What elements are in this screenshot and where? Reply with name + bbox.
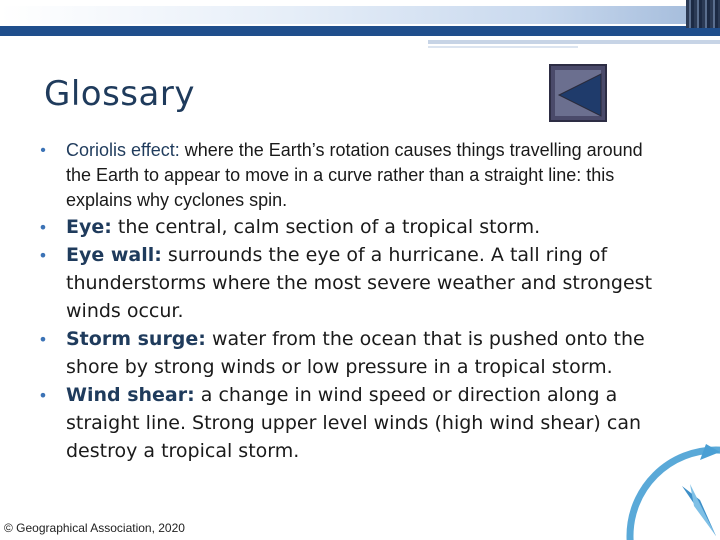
glossary-definition: the central, calm section of a tropical storm. xyxy=(111,216,541,238)
header-thin-line xyxy=(428,40,720,44)
bullet-icon: • xyxy=(38,246,48,265)
glossary-term: Coriolis effect: xyxy=(66,140,180,160)
copyright-text: © Geographical Association, 2020 xyxy=(4,521,185,535)
glossary-term: Eye: xyxy=(66,216,112,238)
bullet-icon: • xyxy=(38,218,48,237)
list-item xyxy=(20,213,660,241)
triangle-left-icon xyxy=(551,66,609,124)
bullet-icon: • xyxy=(40,142,46,159)
glossary-definition: surrounds the eye of a hurricane. A tall ring of thunderstorms where the most severe weather and strongest winds occur. xyxy=(66,244,653,322)
glossary-term: Storm surge: xyxy=(66,328,206,350)
list-item xyxy=(20,138,660,213)
list-item xyxy=(20,325,660,381)
bullet-icon: • xyxy=(38,386,48,405)
page-title: Glossary xyxy=(44,74,195,114)
compass-icon xyxy=(596,440,720,540)
bullet-icon: • xyxy=(38,330,48,349)
glossary-definition: water from the ocean that is pushed onto the shore by strong winds or low pressure in a tropical storm. xyxy=(66,328,645,378)
glossary-term: Wind shear: xyxy=(66,384,195,406)
glossary-definition: where the Earth’s rotation causes things travelling around the Earth to appear to move in a curve rather than a straight line: this explains why cyclones spin. xyxy=(66,140,643,210)
back-button[interactable] xyxy=(549,64,607,122)
glossary-list xyxy=(20,138,660,465)
list-item xyxy=(20,241,660,325)
header-accent-bar xyxy=(0,26,720,36)
glossary-term: Eye wall: xyxy=(66,244,162,266)
list-item xyxy=(20,381,660,465)
header-gradient-band xyxy=(0,6,720,24)
header-thin-line-2 xyxy=(428,46,578,48)
glossary-definition: a change in wind speed or direction along a straight line. Strong upper level winds (high wind shear) can destroy a tropical storm. xyxy=(66,384,642,462)
corner-stripes xyxy=(686,0,720,28)
